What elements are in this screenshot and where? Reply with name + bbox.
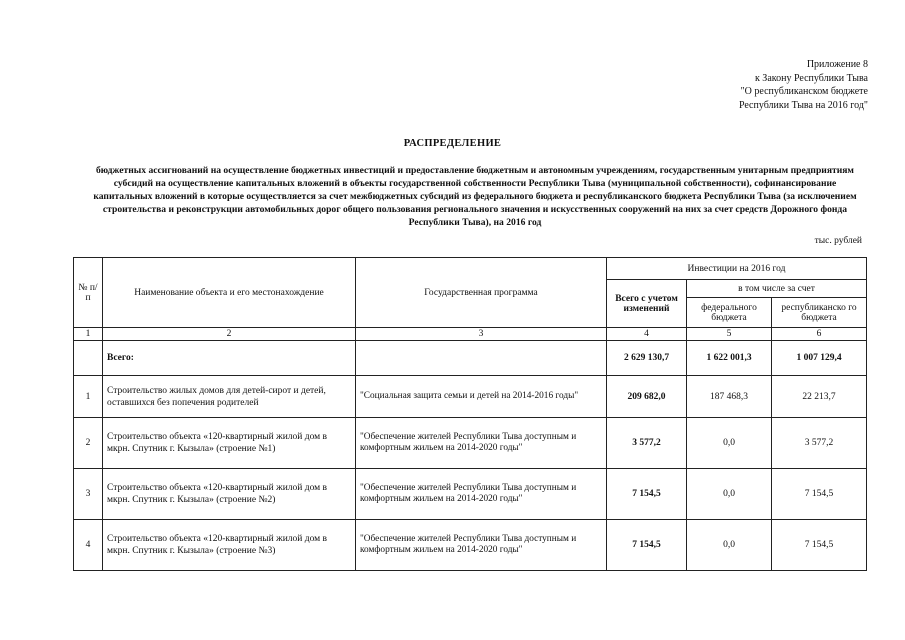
row-object-name: Строительство объекта «120-квартирный жилой дом в мкрн. Спутник г. Кызыла» (строение №3) — [103, 520, 356, 571]
total-sum: 2 629 130,7 — [607, 341, 687, 376]
col-number: 3 — [356, 328, 607, 341]
row-object-name: Строительство объекта «120-квартирный жилой дом в мкрн. Спутник г. Кызыла» (строение №2) — [103, 469, 356, 520]
row-federal: 0,0 — [687, 520, 772, 571]
row-federal: 0,0 — [687, 469, 772, 520]
header-name: Наименование объекта и его местонахождение — [103, 258, 356, 328]
row-num: 1 — [74, 376, 103, 418]
row-program: "Обеспечение жителей Республики Тыва доступным и комфортным жильем на 2014-2020 годы" — [356, 418, 607, 469]
row-republican: 3 577,2 — [772, 418, 867, 469]
row-republican: 7 154,5 — [772, 469, 867, 520]
row-republican: 7 154,5 — [772, 520, 867, 571]
total-republican: 1 007 129,4 — [772, 341, 867, 376]
header-republican: республиканско го бюджета — [772, 298, 867, 328]
appendix-line-3: "О республиканском бюджете — [740, 86, 868, 97]
header-num: № п/п — [74, 258, 103, 328]
row-total: 7 154,5 — [607, 520, 687, 571]
appendix-line-4: Республики Тыва на 2016 год" — [738, 99, 868, 111]
header-federal: федерального бюджета — [687, 298, 772, 328]
col-number: 4 — [607, 328, 687, 341]
header-including: в том числе за счет — [687, 280, 867, 298]
total-row — [74, 341, 867, 376]
document-subtitle: бюджетных ассигнований на осуществление бюджетных инвестиций и предоставление бюджетным и автономным учреждениям, государственным унитарным предприятиям субсидий на осуществление капитальных вложений в объекты государственной собственности Республики Тыва (муниципальной собственности), софинансирование капитальных вложений в которые осуществляется за счет межбюджетных субсидий из федерального бюджета и республиканского бюджета Республики Тыва (за исключением строительства и реконструкции автомобильных дорог общего пользования регионального значения и искусственных сооружений на них за счет средств Дорожного фонда Республики Тыва), на 2016 год — [93, 165, 857, 228]
row-total: 3 577,2 — [607, 418, 687, 469]
row-num: 2 — [74, 418, 103, 469]
document-title: РАСПРЕДЕЛЕНИЕ — [403, 138, 502, 149]
col-number: 1 — [74, 328, 103, 341]
row-program: "Социальная защита семьи и детей на 2014-2016 годы" — [356, 376, 607, 418]
row-object-name: Строительство объекта «120-квартирный жилой дом в мкрн. Спутник г. Кызыла» (строение №1) — [103, 418, 356, 469]
total-federal: 1 622 001,3 — [687, 341, 772, 376]
table-row — [74, 469, 867, 520]
appendix-line-1: Приложение 8 — [806, 59, 868, 70]
table-row — [74, 418, 867, 469]
appendix-block — [739, 58, 868, 112]
row-num: 4 — [74, 520, 103, 571]
row-program: "Обеспечение жителей Республики Тыва доступным и комфортным жильем на 2014-2020 годы" — [356, 520, 607, 571]
appendix-line-2: к Закону Республики Тыва — [754, 72, 868, 84]
header-investments: Инвестиции на 2016 год — [607, 258, 867, 280]
row-num: 3 — [74, 469, 103, 520]
row-object-name: Строительство жилых домов для детей-сирот и детей, оставшихся без попечения родителей — [103, 376, 356, 418]
col-number: 2 — [103, 328, 356, 341]
header-total: Всего с учетом изменений — [607, 280, 687, 328]
column-number-row — [74, 328, 867, 341]
row-total: 209 682,0 — [607, 376, 687, 418]
row-republican: 22 213,7 — [772, 376, 867, 418]
row-total: 7 154,5 — [607, 469, 687, 520]
table-row — [74, 376, 867, 418]
col-number: 6 — [772, 328, 867, 341]
table-row — [74, 520, 867, 571]
units-label: тыс. рублей — [814, 236, 862, 246]
header-program: Государственная программа — [356, 258, 607, 328]
row-federal: 0,0 — [687, 418, 772, 469]
col-number: 5 — [687, 328, 772, 341]
row-federal: 187 468,3 — [687, 376, 772, 418]
total-label: Всего: — [103, 341, 356, 376]
distribution-table — [73, 257, 867, 571]
row-program: "Обеспечение жителей Республики Тыва доступным и комфортным жильем на 2014-2020 годы" — [356, 469, 607, 520]
